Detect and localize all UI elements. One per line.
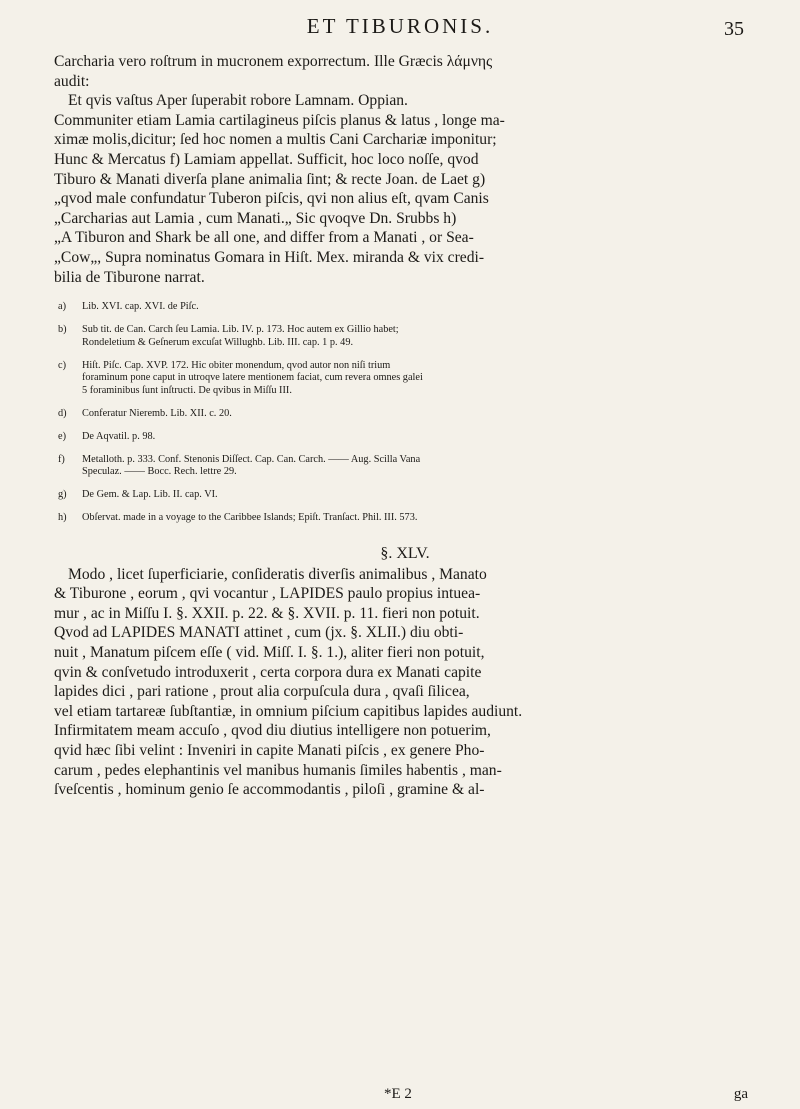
footnote-h (54, 512, 756, 525)
text-line: vel etiam tartareæ ſubſtantiæ, in omnium piſcium capitibus lapides audiunt. (54, 702, 523, 720)
footnote-text: Hiſt. Piſc. Cap. XVP. 172. Hic obiter monendum, qvod autor non niſi trium (82, 359, 391, 371)
quote-line: Et qvis vaſtus Aper ſuperabit robore Lamnam. Oppian. (68, 92, 408, 110)
text-line: Hunc & Mercatus f) Lamiam appellat. Sufficit, hoc loco noſſe, qvod (54, 150, 479, 168)
body-text (54, 52, 756, 800)
page-footer (54, 1086, 756, 1106)
running-head: ET TIBURONIS. (306, 14, 494, 38)
text-line: qvid hæc ſibi velint : Inveniri in capite Manati piſcis , ex genere Pho- (54, 742, 485, 760)
footnote-e (54, 431, 756, 444)
footnote-text: Metalloth. p. 333. Conf. Stenonis Diſſect. Cap. Can. Carch. —— Aug. Scilla Vana (82, 453, 421, 465)
footnote-label: c) (58, 359, 66, 371)
footnote-text: Lib. XVI. cap. XVI. de Piſc. (82, 301, 199, 313)
footnote-label: h) (58, 511, 67, 523)
footnote-f (54, 454, 756, 480)
footnote-label: b) (58, 323, 67, 335)
footnote-d (54, 408, 756, 421)
text-line: nuit , Manatum piſcem eſſe ( vid. Miſſ. I. §. 1.), aliter fieri non potuit, (54, 644, 485, 662)
page-number: 35 (724, 18, 744, 40)
text-line: qvin & conſvetudo introduxerit , certa corpora dura ex Manati capite (54, 663, 482, 681)
text-line: Infirmitatem meam accuſo , qvod diu diutius intelligere non potuerim, (54, 722, 491, 740)
text-line: „Cow„, Supra nominatus Gomara in Hiſt. Mex. miranda & vix credi- (54, 248, 485, 266)
page-header (0, 10, 800, 46)
footnote-label: f) (58, 453, 65, 465)
text-line: Qvod ad LAPIDES MANATI attinet , cum (jx. §. XLII.) diu obti- (54, 624, 464, 642)
footnote-g (54, 489, 756, 502)
catchword: ga (733, 1086, 748, 1102)
footnote-label: g) (58, 489, 67, 501)
text-line: „qvod male confundatur Tuberon piſcis, qvi non alius eſt, qvam Canis (54, 190, 489, 208)
paragraph-1 (54, 52, 756, 287)
footnote-b (54, 324, 756, 350)
text-line: bilia de Tiburone narrat. (54, 268, 205, 286)
footnote-text: Conferatur Nieremb. Lib. XII. c. 20. (82, 407, 232, 419)
paragraph-2 (54, 565, 756, 800)
footnotes (54, 301, 756, 525)
text-line: Modo , licet ſuperficiarie, conſideratis diverſis animalibus , Manato (68, 565, 487, 583)
text-line: Communiter etiam Lamia cartilagineus piſcis planus & latus , longe ma- (54, 111, 505, 129)
footnote-label: a) (58, 301, 66, 313)
footnote-text: foraminum pone caput in utroqve latere mentionem faciat, cum revera omnes galei (82, 372, 423, 384)
text-line: carum , pedes elephantinis vel manibus humanis ſimiles habentis , man- (54, 761, 502, 779)
text-line: Tiburo & Manati diverſa plane animalia ſint; & recte Joan. de Laet g) (54, 170, 486, 188)
text-line: audit: (54, 72, 90, 90)
footnote-label: e) (58, 430, 66, 442)
signature-mark: *E 2 (384, 1086, 412, 1102)
text-line: mur , ac in Miſſu I. §. XXII. p. 22. & §. XVII. p. 11. fieri non potuit. (54, 604, 480, 622)
footnote-text: De Gem. & Lap. Lib. II. cap. VI. (82, 489, 218, 501)
footnote-label: d) (58, 407, 67, 419)
text-line: Carcharia vero roſtrum in mucronem exporrectum. Ille Græcis λάμνης (54, 53, 493, 70)
text-line: ximæ molis,dicitur; ſed hoc nomen a multis Cani Carchariæ imponitur; (54, 131, 497, 149)
text-line: „A Tiburon and Shark be all one, and differ from a Manati , or Sea- (54, 229, 474, 247)
footnote-text: Obſervat. made in a voyage to the Caribbee Islands; Epiſt. Tranſact. Phil. III. 573. (82, 511, 418, 523)
text-line: ſveſcentis , hominum genio ſe accommodantis , piloſi , gramine & al- (54, 781, 485, 799)
text-line: & Tiburone , eorum , qvi vocantur , LAPIDES paulo propius intuea- (54, 585, 481, 603)
footnote-text: De Aqvatil. p. 98. (82, 430, 156, 442)
section-title: §. XLV. (380, 544, 430, 562)
text-line: lapides dici , pari ratione , prout alia corpuſcula dura , qvaſi ſilicea, (54, 683, 470, 701)
text-line: „Carcharias aut Lamia , cum Manati.„ Sic qvoqve Dn. Srubbs h) (54, 209, 457, 227)
footnote-c (54, 360, 756, 398)
footnote-text: Rondeletium & Geſnerum excuſat Willughb. Lib. III. cap. 1 p. 49. (82, 336, 354, 348)
footnote-text: 5 foraminibus ſunt inſtructi. De qvibus in Miſſu III. (82, 385, 292, 397)
footnote-text: Speculaz. —— Bocc. Rech. lettre 29. (82, 466, 237, 478)
footnote-a (54, 301, 756, 314)
footnote-text: Sub tit. de Can. Carch ſeu Lamia. Lib. IV. p. 173. Hoc autem ex Gillio habet; (82, 323, 399, 335)
